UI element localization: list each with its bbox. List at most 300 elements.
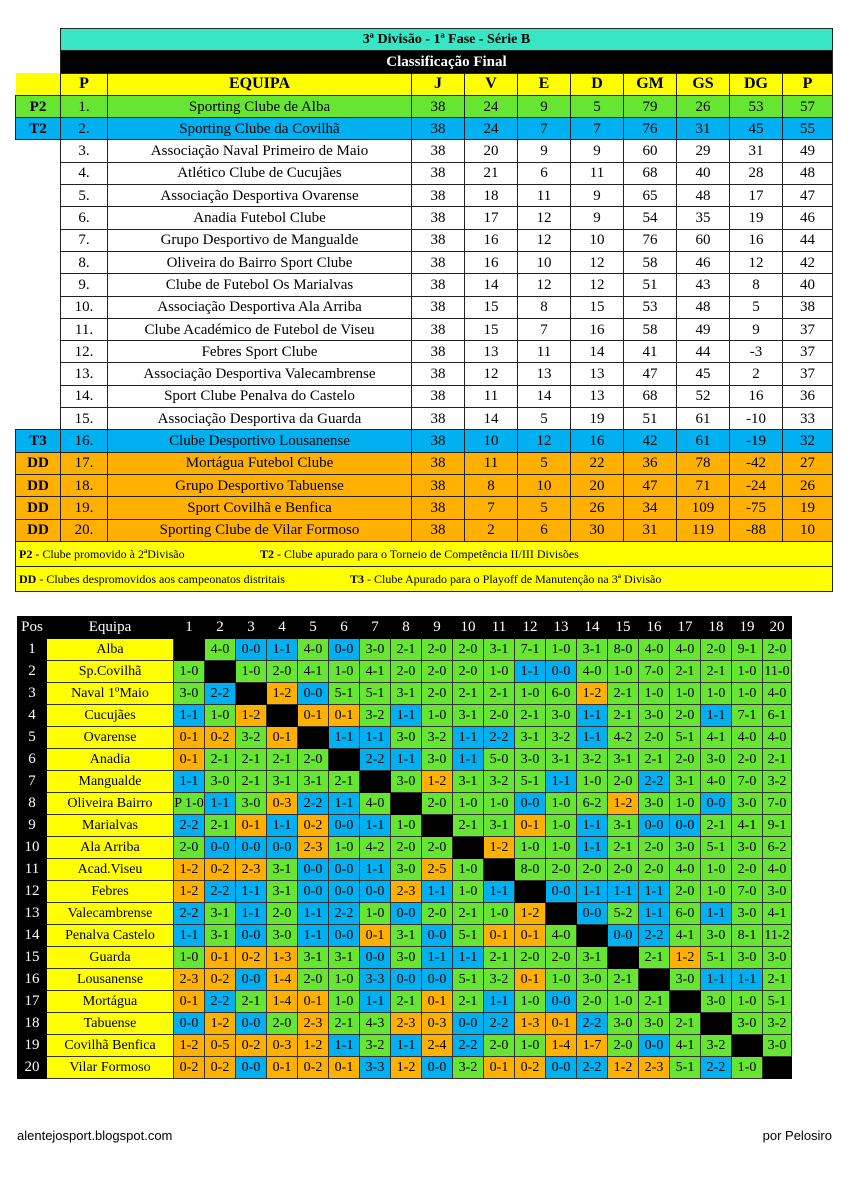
cell-goal-diff: 53	[730, 95, 783, 117]
score-cell: 1-2	[391, 1057, 422, 1079]
score-cell: 0-2	[298, 815, 329, 837]
cell-position: 7.	[61, 229, 108, 251]
score-cell: 4-0	[763, 859, 792, 881]
score-cell: 3-0	[732, 903, 763, 925]
self-match-cell	[329, 749, 360, 771]
score-cell: 3-0	[701, 925, 732, 947]
cell-goal-diff: 9	[730, 318, 783, 340]
score-cell: 1-0	[484, 793, 515, 815]
score-cell: 2-0	[639, 837, 670, 859]
score-cell: 3-0	[701, 991, 732, 1013]
score-cell: 0-0	[546, 661, 577, 683]
row-team: Vilar Formoso	[47, 1057, 174, 1079]
score-cell: 1-1	[360, 991, 391, 1013]
cell-points: 37	[783, 318, 833, 340]
cell-goals-for: 65	[624, 185, 677, 207]
score-cell: 2-2	[577, 1057, 608, 1079]
standings-header-row	[16, 73, 833, 95]
score-cell: 0-0	[236, 925, 267, 947]
score-cell: 3-1	[484, 815, 515, 837]
score-cell: 1-1	[329, 793, 360, 815]
score-cell: 2-0	[422, 837, 453, 859]
cell-goal-diff: 8	[730, 274, 783, 296]
score-cell: 1-3	[515, 1013, 546, 1035]
score-cell: 1-1	[453, 727, 484, 749]
score-cell: 1-1	[360, 859, 391, 881]
header-col-12: 12	[515, 617, 546, 639]
self-match-cell	[639, 969, 670, 991]
results-row	[18, 749, 792, 771]
row-team: Febres	[47, 881, 174, 903]
score-cell: 2-0	[670, 881, 701, 903]
score-cell: 6-1	[763, 705, 792, 727]
qualification-tag: T3	[16, 430, 61, 452]
row-pos: 3	[18, 683, 47, 705]
score-cell: 0-2	[205, 1057, 236, 1079]
cell-played: 38	[412, 318, 465, 340]
score-cell: 3-0	[763, 947, 792, 969]
score-cell: 3-1	[329, 947, 360, 969]
header-col-17: 17	[670, 617, 701, 639]
score-cell: 3-0	[670, 969, 701, 991]
cell-position: 17.	[61, 452, 108, 474]
score-cell: 1-0	[453, 881, 484, 903]
cell-draws: 6	[518, 519, 571, 541]
legend-text: - Clubes despromovidos aos campeonatos distritais	[36, 571, 285, 586]
cell-points: 47	[783, 185, 833, 207]
cell-points: 46	[783, 207, 833, 229]
score-cell: 1-4	[546, 1035, 577, 1057]
score-cell: 0-1	[484, 1057, 515, 1079]
cell-wins: 20	[465, 140, 518, 162]
score-cell: 2-1	[391, 991, 422, 1013]
cell-played: 38	[412, 118, 465, 140]
cell-played: 38	[412, 408, 465, 430]
cell-goals-for: 76	[624, 229, 677, 251]
score-cell: 0-1	[515, 815, 546, 837]
score-cell: 1-0	[732, 683, 763, 705]
cell-played: 38	[412, 341, 465, 363]
score-cell: 0-0	[267, 837, 298, 859]
score-cell: 1-7	[577, 1035, 608, 1057]
score-cell: 0-1	[546, 1013, 577, 1035]
header-points: P	[783, 73, 833, 95]
cell-position: 5.	[61, 185, 108, 207]
score-cell: 3-0	[763, 881, 792, 903]
score-cell: 2-1	[236, 771, 267, 793]
cell-points: 32	[783, 430, 833, 452]
score-cell: 2-1	[484, 683, 515, 705]
qualification-tag: DD	[16, 452, 61, 474]
cell-goals-against: 44	[677, 341, 730, 363]
standings-row	[16, 185, 833, 207]
cell-goals-for: 54	[624, 207, 677, 229]
score-cell: 1-0	[484, 903, 515, 925]
cell-goals-against: 61	[677, 408, 730, 430]
cell-goals-for: 51	[624, 274, 677, 296]
score-cell: 3-0	[391, 859, 422, 881]
score-cell: 4-1	[732, 815, 763, 837]
score-cell: 3-2	[484, 771, 515, 793]
score-cell: 2-2	[298, 793, 329, 815]
results-header-row	[18, 617, 792, 639]
score-cell: 0-0	[236, 639, 267, 661]
score-cell: 0-1	[329, 1057, 360, 1079]
cell-goals-for: 47	[624, 363, 677, 385]
score-cell: 1-1	[298, 903, 329, 925]
score-cell: 1-2	[608, 1057, 639, 1079]
score-cell: 3-0	[639, 793, 670, 815]
row-pos: 15	[18, 947, 47, 969]
cell-losses: 13	[571, 385, 624, 407]
cell-losses: 12	[571, 274, 624, 296]
score-cell: 0-1	[205, 947, 236, 969]
cell-team: Sport Covilhã e Benfica	[108, 497, 412, 519]
cell-losses: 19	[571, 408, 624, 430]
score-cell: 2-0	[174, 837, 205, 859]
score-cell: 2-0	[422, 793, 453, 815]
score-cell: 3-2	[577, 749, 608, 771]
qualification-tag	[16, 296, 61, 318]
row-team: Marialvas	[47, 815, 174, 837]
header-team: EQUIPA	[108, 73, 412, 95]
score-cell: 3-0	[422, 749, 453, 771]
score-cell: 2-0	[298, 749, 329, 771]
score-cell: 3-0	[639, 1013, 670, 1035]
score-cell: 3-0	[546, 705, 577, 727]
qualification-tag: DD	[16, 497, 61, 519]
score-cell: 3-1	[298, 947, 329, 969]
score-cell: 3-0	[701, 749, 732, 771]
standings-row	[16, 207, 833, 229]
self-match-cell	[608, 947, 639, 969]
score-cell: 0-0	[639, 1035, 670, 1057]
score-cell: 5-1	[453, 925, 484, 947]
cell-losses: 13	[571, 363, 624, 385]
score-cell: 2-1	[391, 639, 422, 661]
cell-losses: 9	[571, 207, 624, 229]
score-cell: 2-0	[608, 859, 639, 881]
cell-wins: 12	[465, 363, 518, 385]
cell-goal-diff: -24	[730, 474, 783, 496]
cell-draws: 12	[518, 430, 571, 452]
score-cell: 1-1	[174, 925, 205, 947]
cell-goals-for: 58	[624, 318, 677, 340]
score-cell: 2-2	[639, 925, 670, 947]
cell-losses: 10	[571, 229, 624, 251]
row-pos: 9	[18, 815, 47, 837]
results-row	[18, 925, 792, 947]
score-cell: 4-0	[577, 661, 608, 683]
score-cell: 2-0	[608, 1035, 639, 1057]
score-cell: 3-2	[546, 727, 577, 749]
self-match-cell	[577, 925, 608, 947]
score-cell: 3-0	[515, 749, 546, 771]
score-cell: 2-2	[174, 903, 205, 925]
row-pos: 16	[18, 969, 47, 991]
score-cell: 1-1	[639, 903, 670, 925]
score-cell: 1-0	[732, 1057, 763, 1079]
qualification-tag	[16, 363, 61, 385]
score-cell: 2-2	[174, 815, 205, 837]
score-cell: 1-0	[546, 969, 577, 991]
cell-goals-against: 29	[677, 140, 730, 162]
row-team: Mangualde	[47, 771, 174, 793]
row-pos: 1	[18, 639, 47, 661]
score-cell: 1-1	[174, 705, 205, 727]
score-cell: 3-1	[484, 639, 515, 661]
cell-points: 48	[783, 162, 833, 184]
score-cell: 1-0	[174, 947, 205, 969]
row-pos: 20	[18, 1057, 47, 1079]
results-row	[18, 1057, 792, 1079]
cell-draws: 12	[518, 207, 571, 229]
score-cell: 2-2	[360, 749, 391, 771]
score-cell: 4-0	[763, 683, 792, 705]
score-cell: 3-0	[391, 727, 422, 749]
score-cell: 1-2	[236, 705, 267, 727]
results-row	[18, 837, 792, 859]
self-match-cell	[763, 1057, 792, 1079]
row-pos: 8	[18, 793, 47, 815]
score-cell: 1-1	[329, 727, 360, 749]
cell-goal-diff: 45	[730, 118, 783, 140]
cell-position: 9.	[61, 274, 108, 296]
score-cell: 2-1	[608, 683, 639, 705]
score-cell: 7-1	[515, 639, 546, 661]
score-cell: 2-2	[205, 881, 236, 903]
score-cell: 6-2	[577, 793, 608, 815]
score-cell: 4-0	[701, 771, 732, 793]
score-cell: 1-0	[546, 837, 577, 859]
score-cell: 2-2	[484, 1013, 515, 1035]
cell-goal-diff: 12	[730, 251, 783, 273]
score-cell: 2-2	[639, 771, 670, 793]
score-cell: 2-1	[453, 991, 484, 1013]
score-cell: 0-3	[267, 793, 298, 815]
score-cell: 0-1	[484, 925, 515, 947]
cell-team: Clube Académico de Futebol de Viseu	[108, 318, 412, 340]
score-cell: 6-0	[670, 903, 701, 925]
cell-draws: 7	[518, 318, 571, 340]
row-pos: 10	[18, 837, 47, 859]
results-row	[18, 815, 792, 837]
standings-row	[16, 229, 833, 251]
score-cell: 0-1	[267, 727, 298, 749]
legend-row	[16, 541, 833, 566]
score-cell: 2-1	[484, 947, 515, 969]
header-col-1: 1	[174, 617, 205, 639]
results-row	[18, 727, 792, 749]
score-cell: 0-0	[422, 969, 453, 991]
score-cell: 1-1	[453, 947, 484, 969]
cell-draws: 9	[518, 140, 571, 162]
score-cell: 3-2	[701, 1035, 732, 1057]
cell-wins: 2	[465, 519, 518, 541]
score-cell: 3-0	[732, 837, 763, 859]
cell-wins: 17	[465, 207, 518, 229]
score-cell: 1-2	[174, 1035, 205, 1057]
cell-team: Mortágua Futebol Clube	[108, 452, 412, 474]
cell-team: Febres Sport Clube	[108, 341, 412, 363]
cell-goal-diff: 2	[730, 363, 783, 385]
qualification-tag	[16, 274, 61, 296]
score-cell: 0-1	[360, 925, 391, 947]
standings-row	[16, 140, 833, 162]
score-cell: 3-0	[608, 1013, 639, 1035]
header-col-18: 18	[701, 617, 732, 639]
self-match-cell	[484, 859, 515, 881]
score-cell: 1-0	[515, 1035, 546, 1057]
cell-goals-for: 41	[624, 341, 677, 363]
score-cell: 3-1	[205, 903, 236, 925]
score-cell: 5-1	[515, 771, 546, 793]
score-cell: 1-0	[329, 969, 360, 991]
score-cell: 0-2	[174, 1057, 205, 1079]
score-cell: 1-2	[577, 683, 608, 705]
legend-text: - Clube promovido à 2ªDivisão	[32, 546, 185, 561]
score-cell: 6-2	[763, 837, 792, 859]
cell-played: 38	[412, 95, 465, 117]
header-col-5: 5	[298, 617, 329, 639]
score-cell: 1-2	[608, 793, 639, 815]
score-cell: 2-0	[701, 639, 732, 661]
row-pos: 6	[18, 749, 47, 771]
score-cell: 2-0	[453, 661, 484, 683]
self-match-cell	[515, 881, 546, 903]
standings-row	[16, 341, 833, 363]
cell-goal-diff: 5	[730, 296, 783, 318]
score-cell: 2-1	[670, 1013, 701, 1035]
score-cell: 0-5	[205, 1035, 236, 1057]
self-match-cell	[174, 639, 205, 661]
standings-row	[16, 251, 833, 273]
cell-losses: 16	[571, 318, 624, 340]
cell-points: 36	[783, 385, 833, 407]
standings-row	[16, 296, 833, 318]
row-pos: 18	[18, 1013, 47, 1035]
score-cell: 3-1	[453, 771, 484, 793]
score-cell: 8-0	[515, 859, 546, 881]
spacer	[16, 51, 61, 73]
results-row	[18, 771, 792, 793]
score-cell: 2-1	[639, 991, 670, 1013]
cell-team: Atlético Clube de Cucujães	[108, 162, 412, 184]
score-cell: 1-1	[391, 1035, 422, 1057]
results-row	[18, 859, 792, 881]
score-cell: 1-2	[484, 837, 515, 859]
standings-row	[16, 95, 833, 117]
standings-row	[16, 118, 833, 140]
score-cell: 0-0	[205, 837, 236, 859]
score-cell: 0-1	[236, 815, 267, 837]
qualification-tag	[16, 185, 61, 207]
cell-played: 38	[412, 363, 465, 385]
cell-team: Associação Desportiva Valecambrense	[108, 363, 412, 385]
standings-row	[16, 162, 833, 184]
self-match-cell	[360, 771, 391, 793]
score-cell: 2-0	[422, 903, 453, 925]
cell-played: 38	[412, 251, 465, 273]
cell-position: 20.	[61, 519, 108, 541]
header-col-13: 13	[546, 617, 577, 639]
score-cell: 3-0	[763, 1035, 792, 1057]
cell-losses: 11	[571, 162, 624, 184]
results-row	[18, 969, 792, 991]
self-match-cell	[546, 903, 577, 925]
results-row	[18, 1013, 792, 1035]
score-cell: 1-1	[453, 749, 484, 771]
cell-goals-for: 51	[624, 408, 677, 430]
score-cell: 3-2	[453, 1057, 484, 1079]
header-goals-for: GM	[624, 73, 677, 95]
score-cell: 2-2	[205, 991, 236, 1013]
self-match-cell	[267, 705, 298, 727]
cell-team: Associação Desportiva Ovarense	[108, 185, 412, 207]
results-row	[18, 661, 792, 683]
row-pos: 17	[18, 991, 47, 1013]
score-cell: 2-1	[453, 815, 484, 837]
row-team: Penalva Castelo	[47, 925, 174, 947]
score-cell: 3-0	[732, 1013, 763, 1035]
legend-text: - Clube Apurado para o Playoff de Manutenção na 3ª Divisão	[364, 571, 662, 586]
score-cell: 3-1	[267, 881, 298, 903]
score-cell: 3-0	[391, 771, 422, 793]
score-cell: 3-2	[236, 727, 267, 749]
self-match-cell	[701, 1013, 732, 1035]
score-cell: 4-0	[670, 639, 701, 661]
score-cell: 3-0	[577, 969, 608, 991]
score-cell: 0-0	[608, 925, 639, 947]
header-col-7: 7	[360, 617, 391, 639]
score-cell: 5-1	[670, 727, 701, 749]
score-cell: 1-0	[670, 683, 701, 705]
score-cell: 5-1	[763, 991, 792, 1013]
score-cell: 1-0	[608, 991, 639, 1013]
score-cell: 2-1	[608, 969, 639, 991]
score-cell: 0-0	[298, 859, 329, 881]
cell-goals-against: 48	[677, 296, 730, 318]
cell-points: 26	[783, 474, 833, 496]
score-cell: 0-0	[546, 1057, 577, 1079]
cell-position: 15.	[61, 408, 108, 430]
score-cell: 2-4	[422, 1035, 453, 1057]
row-team: Tabuense	[47, 1013, 174, 1035]
score-cell: 5-2	[608, 903, 639, 925]
score-cell: 1-1	[546, 771, 577, 793]
score-cell: 1-0	[422, 705, 453, 727]
cell-played: 38	[412, 185, 465, 207]
score-cell: 2-0	[422, 683, 453, 705]
score-cell: 0-1	[298, 991, 329, 1013]
self-match-cell	[391, 793, 422, 815]
score-cell: 1-1	[484, 881, 515, 903]
score-cell: 4-1	[763, 903, 792, 925]
cell-wins: 11	[465, 385, 518, 407]
cell-wins: 24	[465, 95, 518, 117]
score-cell: 3-0	[391, 947, 422, 969]
footer-site: alentejosport.blogspot.com	[17, 1128, 173, 1143]
results-row	[18, 881, 792, 903]
cell-team: Sporting Clube de Vilar Formoso	[108, 519, 412, 541]
cell-draws: 7	[518, 118, 571, 140]
cell-position: 2.	[61, 118, 108, 140]
score-cell: 2-0	[639, 727, 670, 749]
score-cell: 2-3	[236, 859, 267, 881]
cell-goals-against: 49	[677, 318, 730, 340]
score-cell: 3-1	[267, 859, 298, 881]
header-col-19: 19	[732, 617, 763, 639]
